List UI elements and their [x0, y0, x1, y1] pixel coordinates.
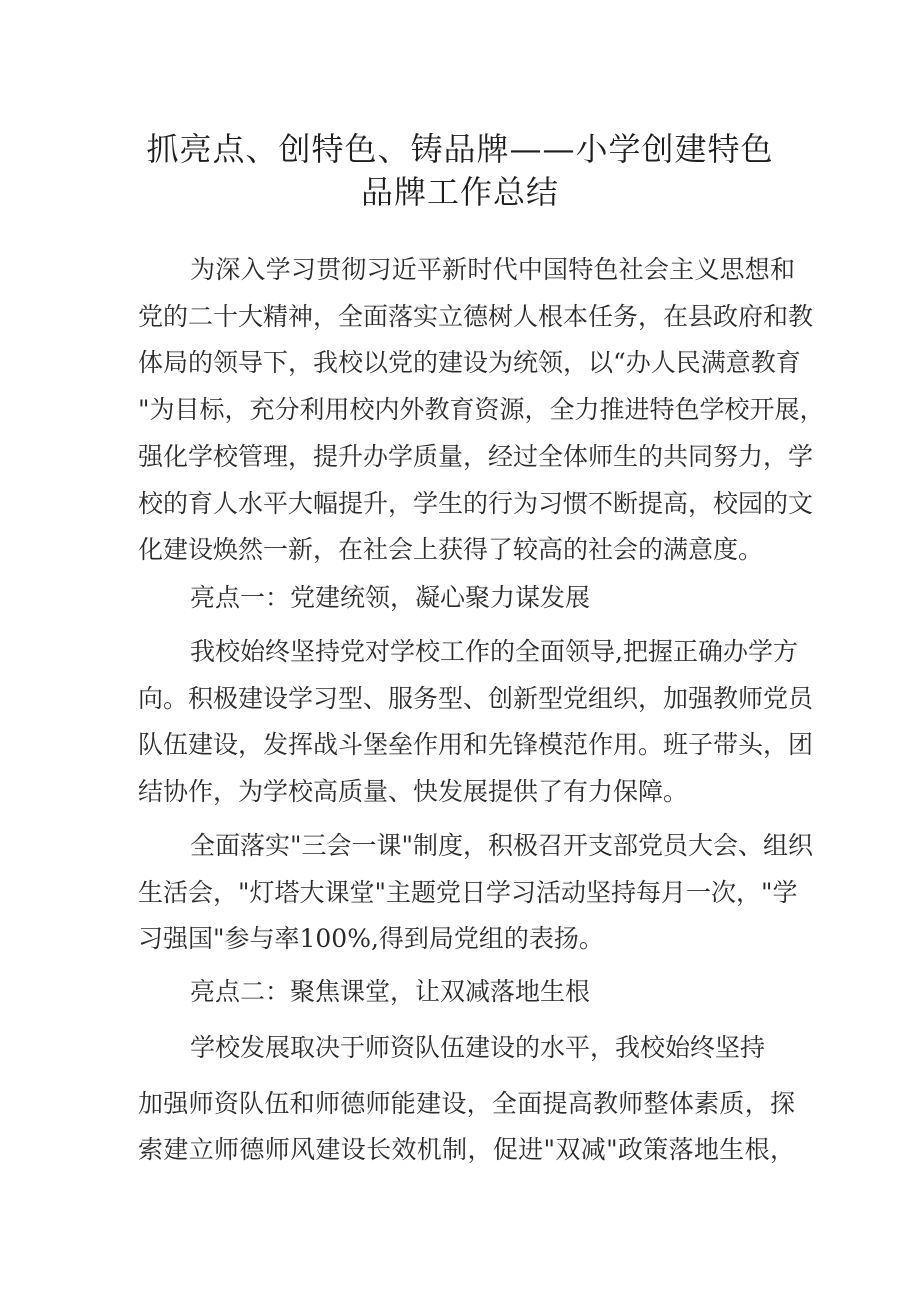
intro-line-7: 化建设焕然一新，在社会上获得了较高的社会的满意度。 [138, 535, 764, 564]
section2-heading: 亮点二：聚焦课堂，让双减落地生根 [190, 977, 591, 1006]
intro-line-4: "为目标，充分利用校内外教育资源，全力推进特色学校开展， [138, 395, 825, 424]
section2-para1-line-2: 加强师资队伍和师德师能建设，全面提高教师整体素质，探 [138, 1089, 795, 1118]
section2-para1-line-1: 学校发展取决于师资队伍建设的水平，我校始终坚持 [190, 1033, 766, 1062]
section1-para2-line-3: 习强国"参与率100%,得到局党组的表扬。 [138, 924, 604, 953]
section1-para2-line-1: 全面落实"三会一课"制度，积极召开支部党员大会、组织 [190, 831, 814, 860]
section1-heading: 亮点一：党建统领，凝心聚力谋发展 [190, 583, 591, 612]
intro-line-1: 为深入学习贯彻习近平新时代中国特色社会主义思想和 [190, 255, 795, 284]
document-title-line-2: 品牌工作总结 [360, 173, 559, 211]
section1-para1-line-1: 我校始终坚持党对学校工作的全面领导,把握正确办学方 [190, 637, 798, 666]
section1-para2-line-2: 生活会，"灯塔大课堂"主题党日学习活动坚持每月一次，"学 [138, 878, 798, 907]
intro-line-3: 体局的领导下，我校以党的建设为统领，以“办人民满意教育 [138, 348, 801, 377]
intro-line-6: 校的育人水平大幅提升，学生的行为习惯不断提高，校园的文 [138, 489, 814, 518]
section1-para1-line-3: 队伍建设，发挥战斗堡垒作用和先锋模范作用。班子带头，团 [138, 730, 814, 759]
document-title-line-1: 抓亮点、创特色、铸品牌——小学创建特色 [146, 130, 774, 168]
section2-para1-line-3: 索建立师德师风建设长效机制，促进"双减"政策落地生根， [138, 1135, 795, 1164]
intro-line-2: 党的二十大精神，全面落实立德树人根本任务，在县政府和教 [138, 302, 814, 331]
section1-para1-line-2: 向。积极建设学习型、服务型、创新型党组织，加强教师党员 [138, 684, 814, 713]
section1-para1-line-4: 结协作，为学校高质量、快发展提供了有力保障。 [138, 777, 689, 806]
intro-line-5: 强化学校管理，提升办学质量，经过全体师生的共同努力，学 [138, 442, 814, 471]
